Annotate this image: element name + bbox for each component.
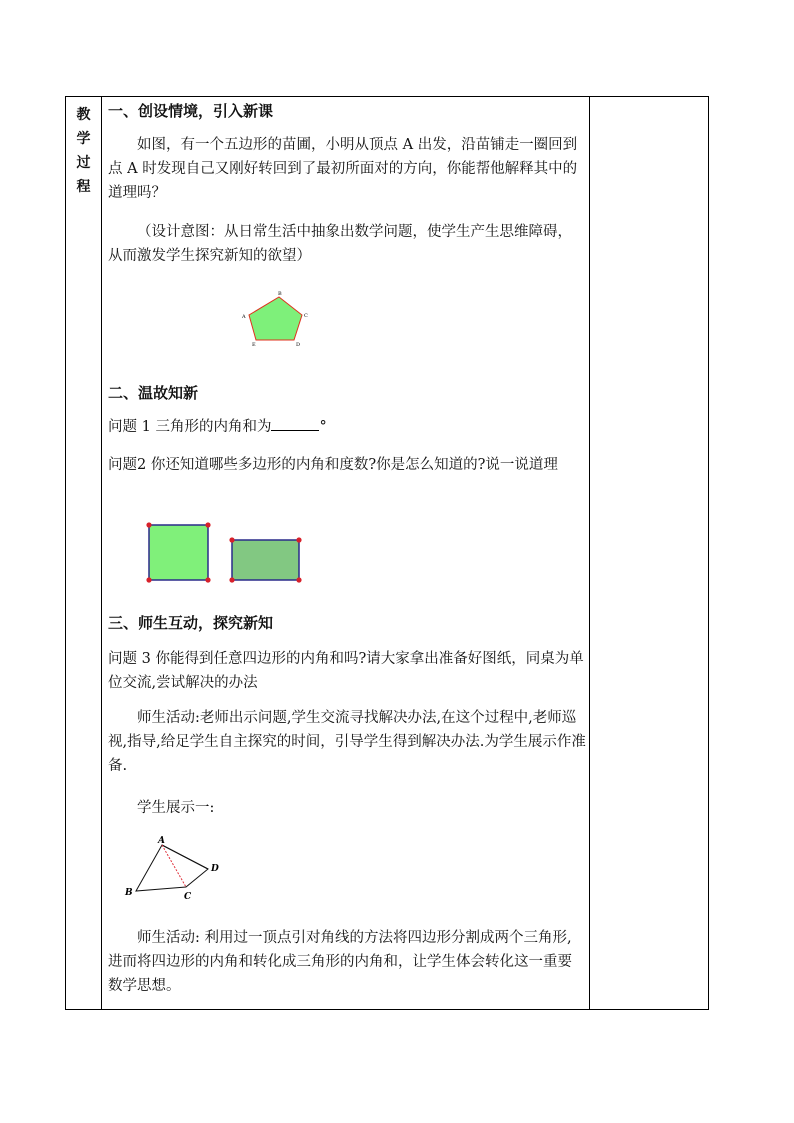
- section-1-title: 一、创设情境，引入新课: [108, 102, 274, 120]
- pentagon-shape: [249, 297, 302, 340]
- question-1: [108, 415, 586, 439]
- section-1-paragraph: 如图，有一个五边形的苗圃，小明从顶点 A 出发，沿苗铺走一圈回到点 A 时发现自己又刚好转回到了最初所面对的方向，你能帮他解释其中的道理吗？: [108, 137, 578, 201]
- section-2-title: 二、温故知新: [108, 384, 199, 402]
- pentagon-figure: [238, 289, 318, 351]
- pentagon-label-c: C: [304, 313, 308, 319]
- question-3: 问题 3 你能得到任意四边形的内角和吗?请大家拿出准备好图纸，同桌为单位交流,尝试解决的办法: [108, 651, 584, 691]
- square-shape: [149, 525, 208, 580]
- pentagon-label-d: D: [296, 342, 301, 348]
- answer-blank: [271, 415, 319, 431]
- square-vertex: [205, 577, 210, 582]
- pentagon-label-e: E: [252, 342, 256, 348]
- column-divider-left: [101, 97, 102, 1009]
- degree-symbol: °: [319, 419, 327, 435]
- quad-label-a: A: [158, 836, 165, 846]
- square-vertex: [146, 522, 151, 527]
- diagonal-line: [162, 845, 208, 869]
- row-label-char: 教: [76, 107, 91, 123]
- pentagon-label-a: A: [242, 314, 246, 320]
- design-intent-paragraph: （设计意图：从日常生活中抽象出数学问题，使学生产生思维障碍，从而激发学生探究新知的欲望）: [108, 224, 572, 264]
- quadrilateral-shape: [136, 845, 208, 891]
- teacher-student-activity-1: 师生活动:老师出示问题,学生交流寻找解决办法,在这个过程中,老师巡视,指导,给足学生自主探究的时间，引导学生得到解决办法.为学生展示作准备.: [108, 710, 586, 774]
- rectangle-vertex: [229, 537, 234, 542]
- row-label-char: 过: [76, 155, 91, 171]
- square-vertex: [146, 577, 151, 582]
- quad-label-d: D: [211, 864, 219, 874]
- quadrilateral-figure: [116, 835, 236, 910]
- pentagon-label-b: B: [278, 291, 282, 297]
- quad-label-b: B: [125, 888, 133, 898]
- rectangle-vertex: [296, 537, 301, 542]
- student-display-1: 学生展示一:: [137, 800, 215, 816]
- rectangle-vertex: [229, 577, 234, 582]
- rectangle-vertex: [296, 577, 301, 582]
- row-label: [66, 103, 101, 199]
- lesson-table: [65, 96, 709, 1010]
- quad-label-c: C: [184, 892, 192, 902]
- rectangle-shape: [232, 540, 299, 580]
- question-2: 问题2 你还知道哪些多边形的内角和度数?你是怎么知道的?说一说道理: [108, 457, 558, 473]
- square-rectangle-figure: [146, 521, 306, 589]
- section-3-title: 三、师生互动，探究新知: [108, 614, 274, 632]
- square-vertex: [205, 522, 210, 527]
- row-label-char: 学: [76, 131, 91, 147]
- column-divider-right: [589, 97, 590, 1009]
- teacher-student-activity-2: 师生活动: 利用过一顶点引对角线的方法将四边形分割成两个三角形, 进而将四边形的内角和转化成三角形的内角和，让学生体会转化这一重要数学思想。: [108, 930, 572, 994]
- row-label-char: 程: [76, 179, 91, 195]
- question-1-text: 问题 1 三角形的内角和为: [108, 419, 272, 435]
